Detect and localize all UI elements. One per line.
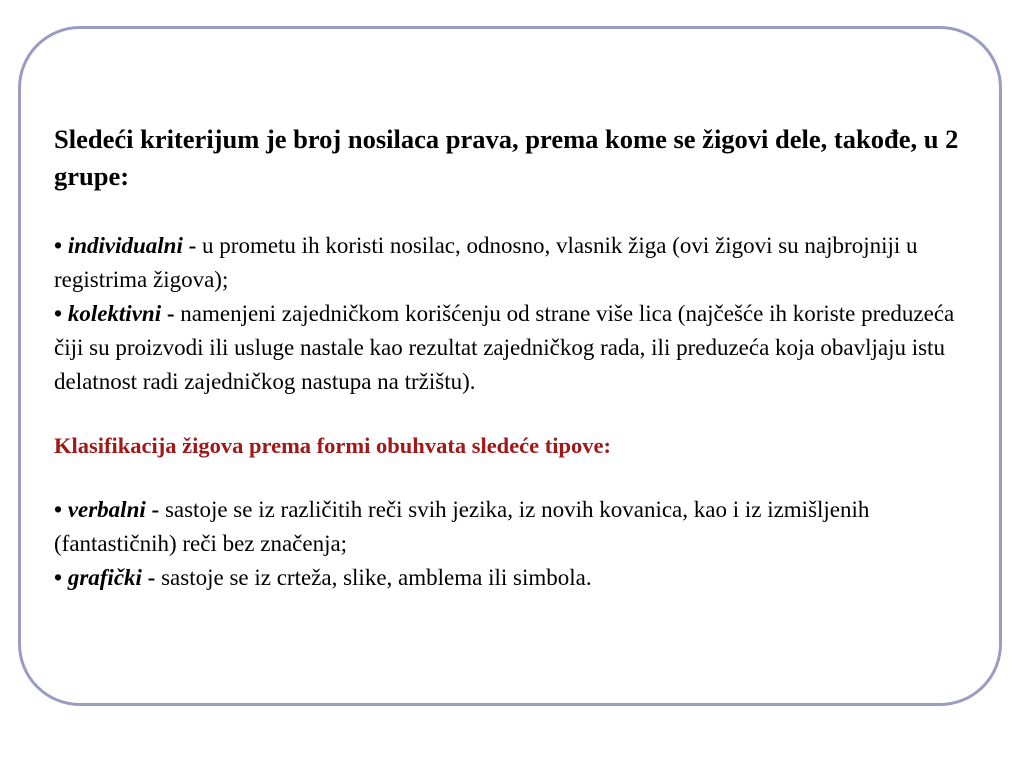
item-description: sastoje se iz različitih reči svih jezika, iz novih kovanica, kao i iz izmišljenih (fantastičnih) reči bez značenja; xyxy=(54,497,870,556)
list-item-verbalni xyxy=(54,493,984,561)
classification-subheading: Klasifikacija žigova prema formi obuhvata sledeće tipove: xyxy=(54,433,612,458)
bullet-glyph: • xyxy=(54,233,63,258)
item-description: sastoje se iz crteža, slike, amblema ili simbola. xyxy=(161,565,592,590)
bullet-glyph: • xyxy=(54,565,63,590)
bullet-glyph: • xyxy=(54,497,63,522)
slide-content xyxy=(54,121,984,595)
item-description: namenjeni zajedničkom korišćenju od strane više lica (najčešće ih koriste preduzeća čiji su proizvodi ili usluge nastale kao rezultat zajedničkog rada, ili preduzeća koja obavljaju istu delatnost radi zajedničkog nastupa na tržištu). xyxy=(54,301,955,394)
term-dash: - xyxy=(188,233,197,258)
main-heading: Sledeći kriterijum je broj nosilaca prava, prema kome se žigovi dele, takođe, u 2 grupe: xyxy=(54,124,959,191)
item-description: u prometu ih koristi nosilac, odnosno, vlasnik žiga (ovi žigovi su najbrojniji u registrima žigova); xyxy=(54,233,918,292)
term-dash: - xyxy=(147,565,156,590)
bullet-glyph: • xyxy=(54,301,63,326)
term-label: kolektivni xyxy=(67,301,162,326)
list-item-individualni xyxy=(54,229,984,297)
term-dash: - xyxy=(166,301,175,326)
list-item-kolektivni xyxy=(54,297,984,399)
term-label: grafički xyxy=(67,565,142,590)
term-dash: - xyxy=(151,497,160,522)
list-item-graficki xyxy=(54,561,984,595)
term-label: verbalni xyxy=(67,497,146,522)
term-label: individualni xyxy=(67,233,183,258)
